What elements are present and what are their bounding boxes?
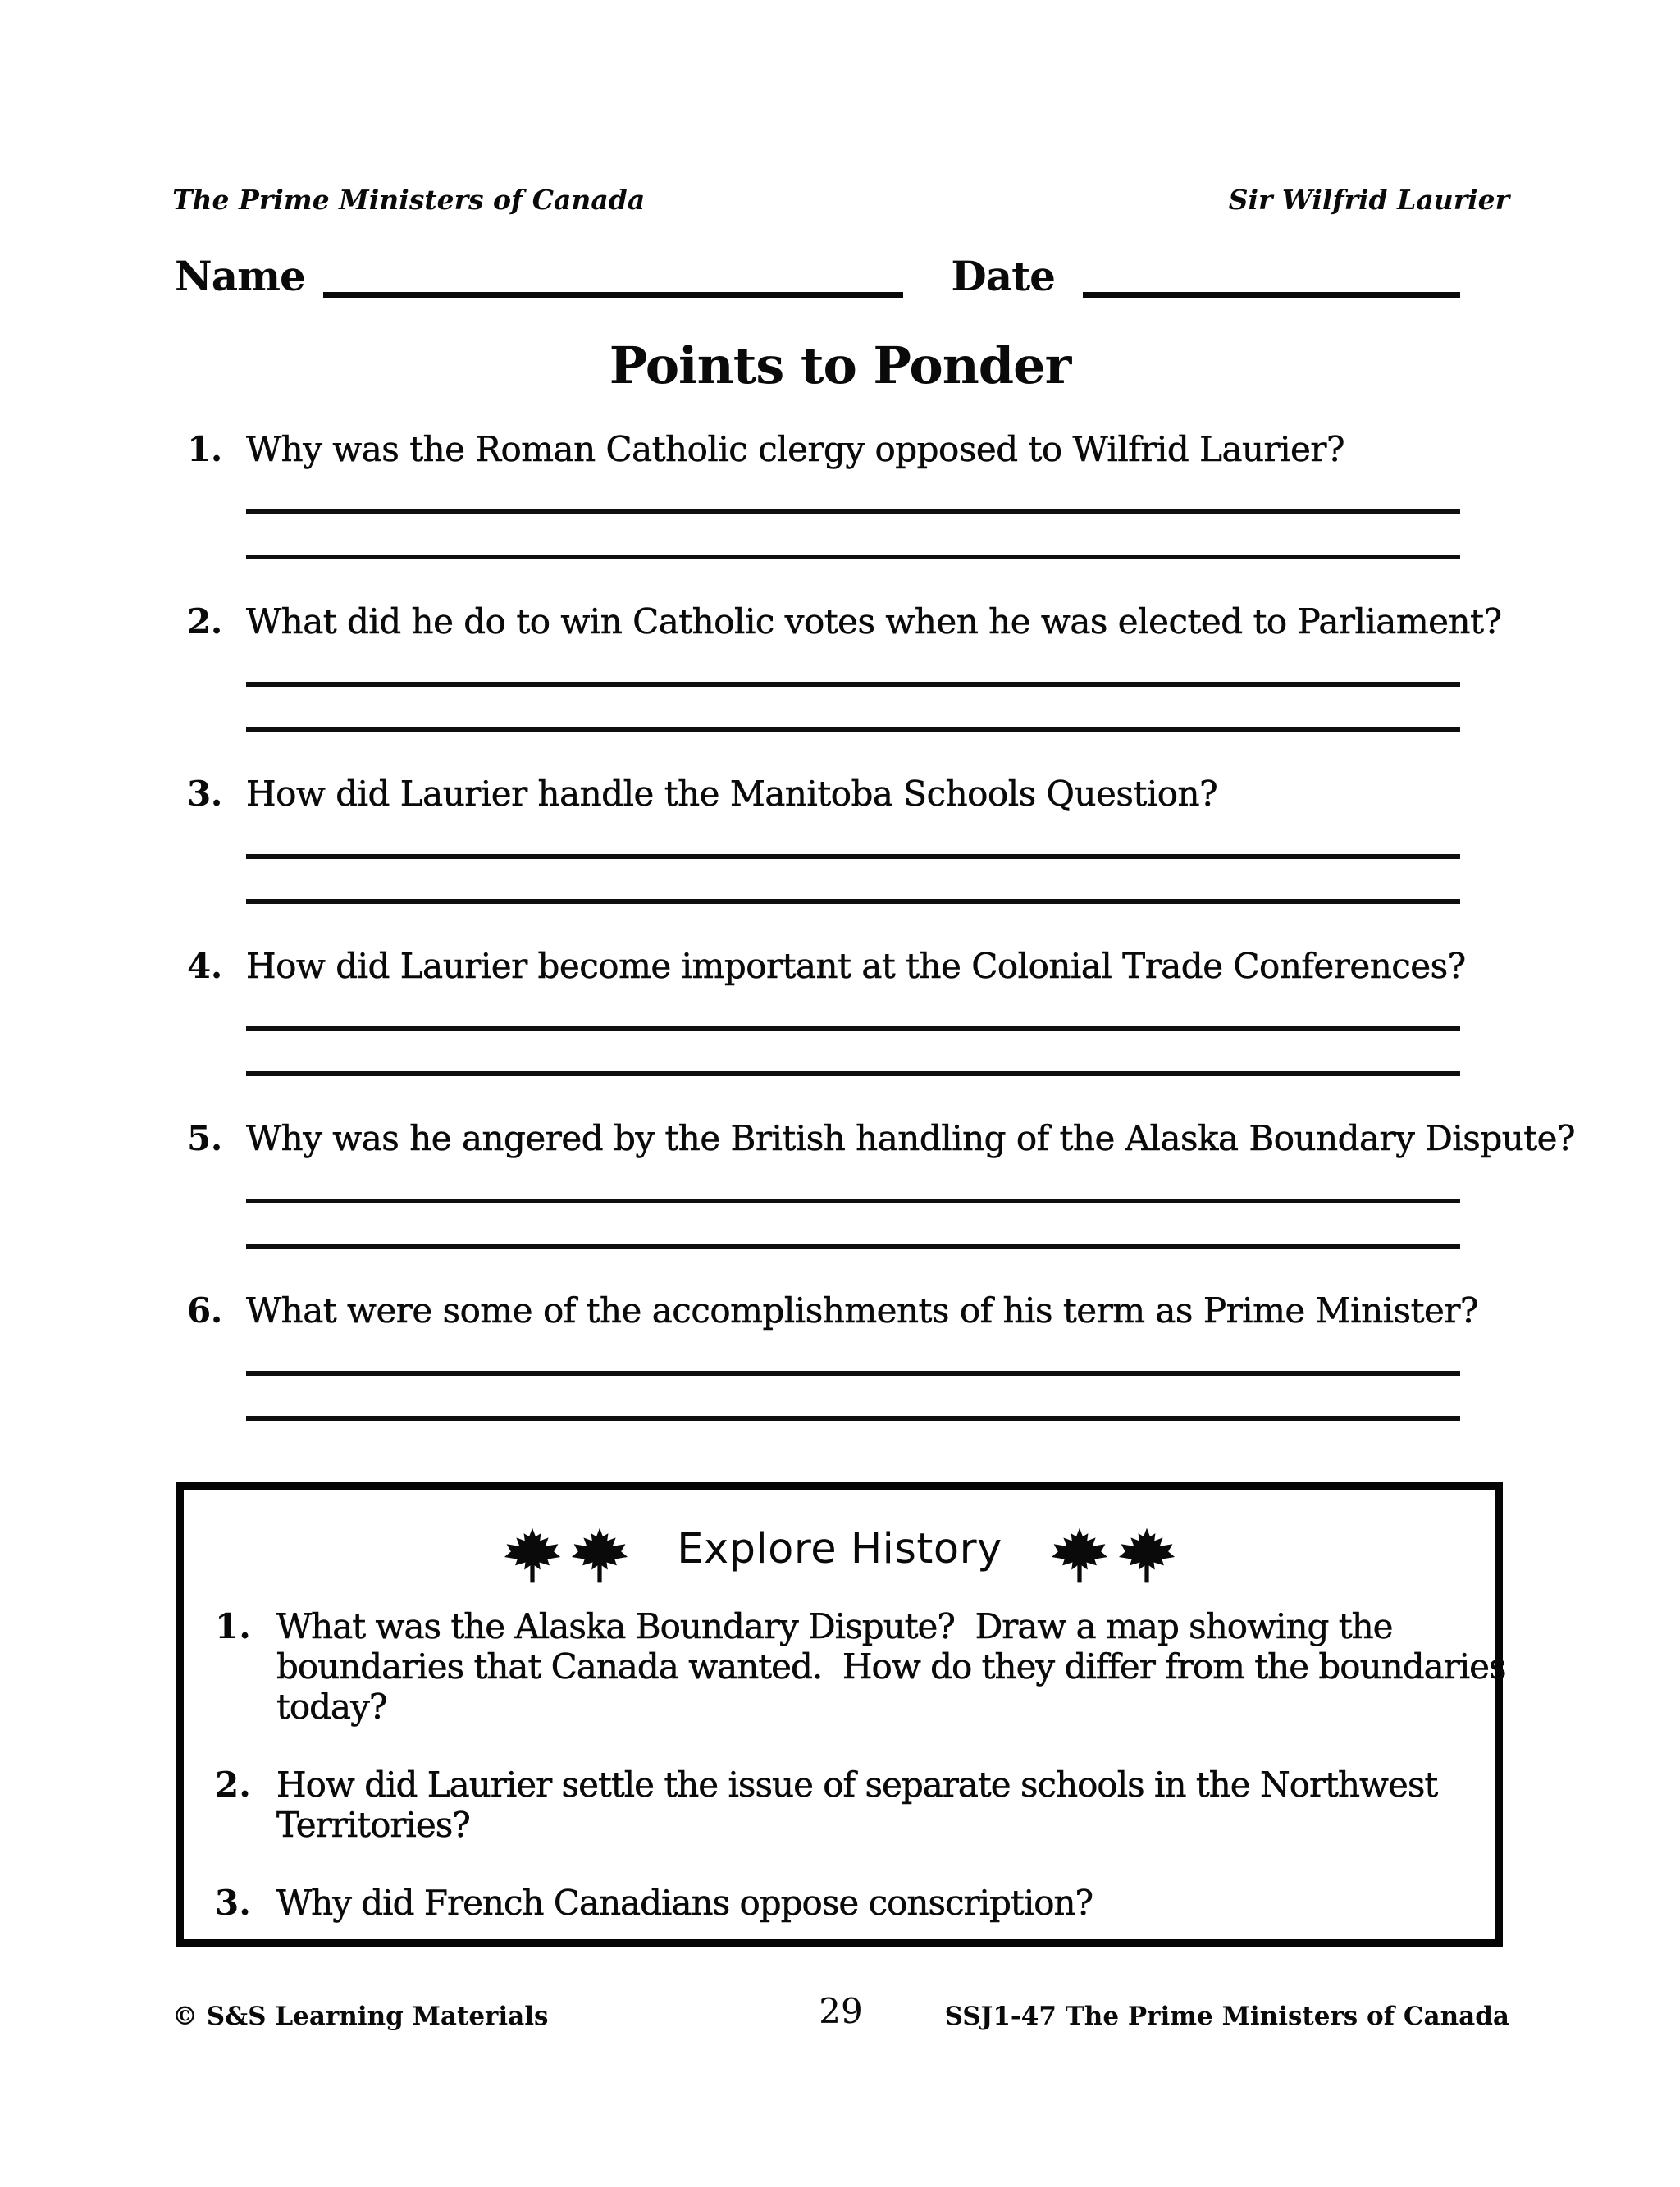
page-footer — [172, 1988, 1509, 2031]
explore-history-box — [176, 1482, 1506, 1947]
explore-title-row — [184, 1513, 1495, 1598]
question-number: 6. — [187, 1290, 222, 1331]
answer-line[interactable] — [246, 1071, 1460, 1076]
explore-item-line: What was the Alaska Boundary Dispute? Draw a map showing the — [276, 1606, 1393, 1646]
page-title: Points to Ponder — [609, 336, 1071, 395]
explore-item-line: boundaries that Canada wanted. How do they differ from the boundaries — [276, 1646, 1506, 1687]
question-list — [187, 428, 1576, 1462]
explore-item — [184, 1883, 1495, 1923]
explore-item-line: Why did French Canadians oppose conscription? — [276, 1883, 1093, 1923]
answer-line[interactable] — [246, 727, 1460, 732]
header-series-title: The Prime Ministers of Canada — [172, 184, 646, 216]
question-text: Why was he angered by the British handling of the Alaska Boundary Dispute? — [246, 1118, 1576, 1158]
answer-line[interactable] — [246, 854, 1460, 859]
answer-line[interactable] — [246, 555, 1460, 559]
question-number: 3. — [187, 774, 222, 814]
name-label: Name — [175, 252, 305, 300]
question-item — [187, 1117, 1576, 1249]
maple-leaf-icon — [1050, 1526, 1109, 1585]
answer-line[interactable] — [246, 1026, 1460, 1031]
answer-line[interactable] — [246, 682, 1460, 687]
explore-item-number: 3. — [215, 1883, 251, 1923]
answer-line[interactable] — [246, 1244, 1460, 1249]
answer-line[interactable] — [246, 1371, 1460, 1376]
header-subject-title: Sir Wilfrid Laurier — [1228, 184, 1509, 216]
date-blank-line[interactable] — [1083, 284, 1460, 298]
question-text: What did he do to win Catholic votes when he was elected to Parliament? — [246, 601, 1502, 641]
explore-item — [184, 1606, 1506, 1727]
question-text: How did Laurier become important at the Colonial Trade Conferences? — [246, 946, 1466, 986]
question-text: Why was the Roman Catholic clergy opposed to Wilfrid Laurier? — [246, 429, 1345, 469]
answer-line[interactable] — [246, 1199, 1460, 1203]
maple-leaf-pair-right — [1050, 1526, 1176, 1585]
question-number: 4. — [187, 946, 222, 986]
date-label: Date — [951, 252, 1055, 300]
answer-line[interactable] — [246, 1416, 1460, 1421]
page-header — [172, 184, 1509, 217]
maple-leaf-icon — [1117, 1526, 1176, 1585]
maple-leaf-icon — [503, 1526, 562, 1585]
question-item — [187, 1290, 1478, 1421]
maple-leaf-icon — [570, 1526, 629, 1585]
explore-item-text — [276, 1883, 1093, 1923]
name-date-row — [175, 254, 1460, 299]
explore-item-line: How did Laurier settle the issue of separate schools in the Northwest — [276, 1765, 1438, 1805]
page-number: 29 — [819, 1991, 863, 2031]
explore-item-list — [184, 1606, 1506, 1923]
name-blank-line[interactable] — [323, 284, 904, 298]
maple-leaf-pair-left — [503, 1526, 629, 1585]
question-number: 2. — [187, 601, 222, 641]
footer-product-code: SSJ1-47 The Prime Ministers of Canada — [944, 2002, 1509, 2031]
question-number: 5. — [187, 1118, 222, 1158]
question-text: How did Laurier handle the Manitoba Schools Question? — [246, 774, 1218, 814]
question-text: What were some of the accomplishments of his term as Prime Minister? — [246, 1290, 1478, 1331]
explore-item-text — [276, 1765, 1437, 1845]
question-item — [187, 945, 1466, 1076]
footer-copyright: © S&S Learning Materials — [172, 2002, 549, 2031]
explore-item-number: 1. — [215, 1606, 251, 1646]
question-item — [187, 428, 1460, 559]
question-number: 1. — [187, 429, 222, 469]
explore-item-line: Territories? — [276, 1805, 470, 1845]
question-item — [187, 773, 1460, 904]
explore-box-title: Explore History — [677, 1524, 1002, 1573]
question-item — [187, 600, 1502, 732]
explore-item — [184, 1765, 1495, 1845]
explore-item-line: today? — [276, 1687, 387, 1727]
answer-line[interactable] — [246, 509, 1460, 514]
explore-item-number: 2. — [215, 1765, 251, 1805]
explore-item-text — [276, 1606, 1506, 1727]
answer-line[interactable] — [246, 899, 1460, 904]
